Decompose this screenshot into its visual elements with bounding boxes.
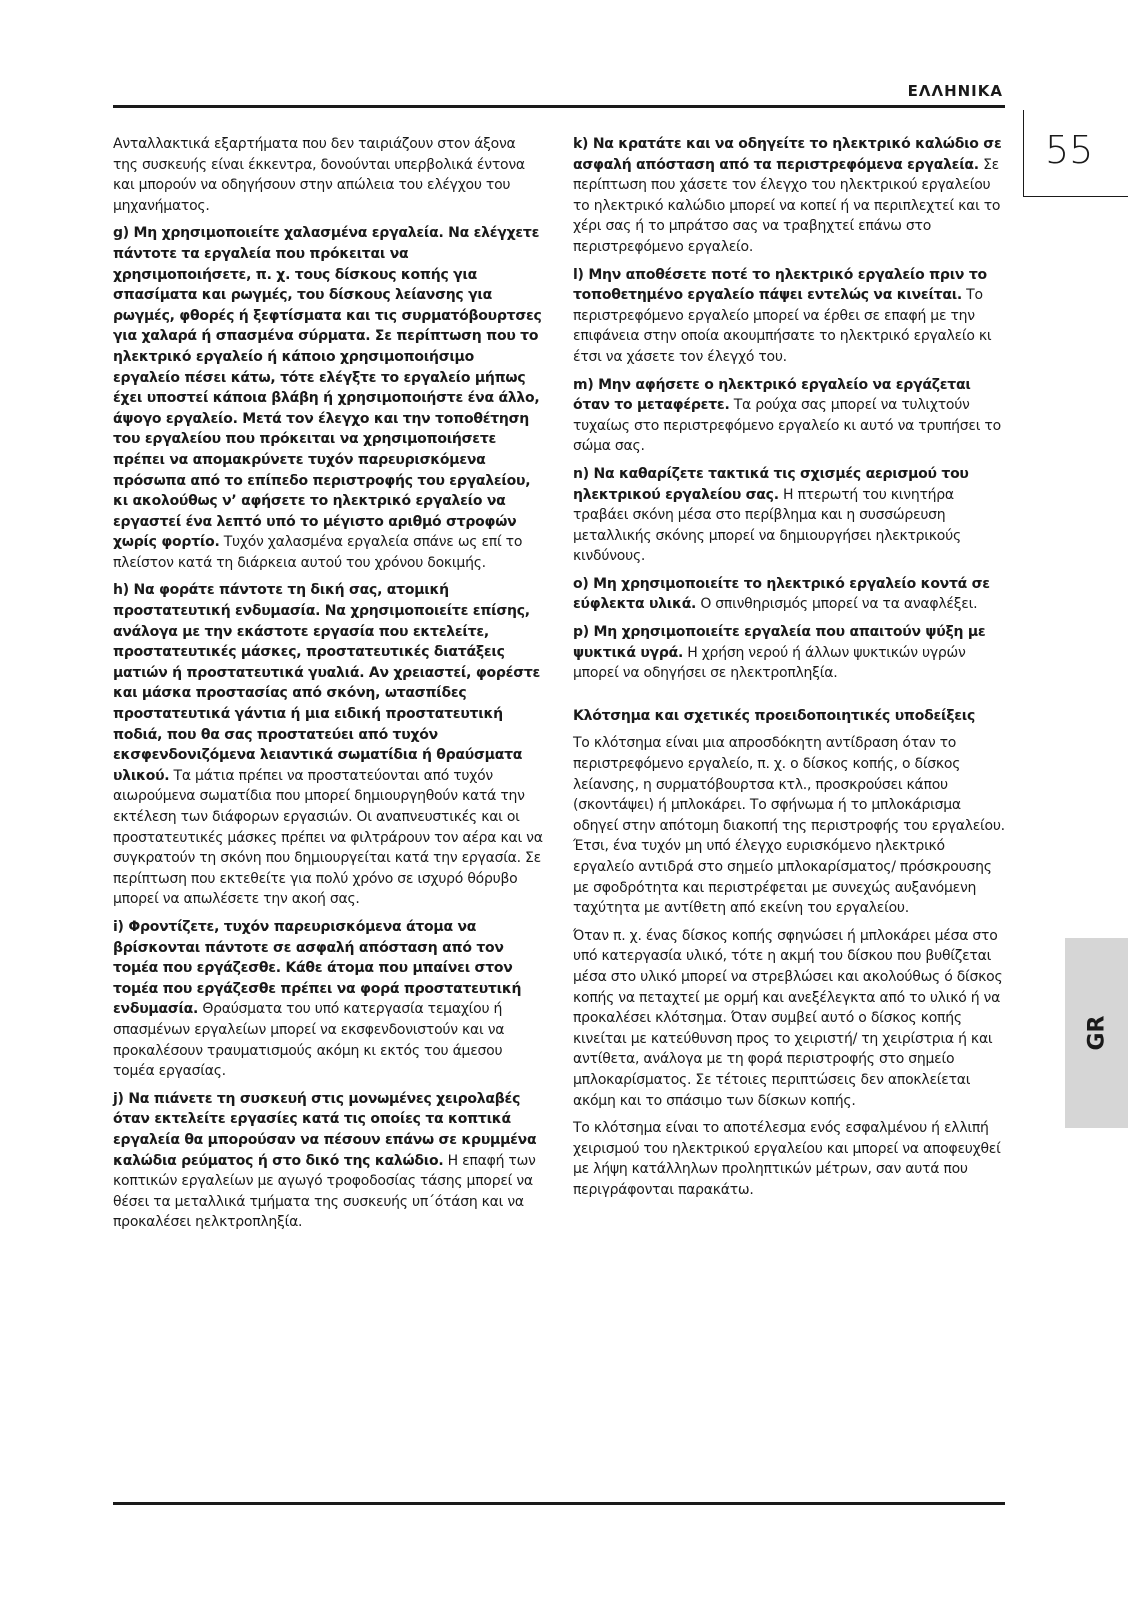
footer-rule xyxy=(113,1502,1005,1505)
item-m-text: Τα ρούχα σας μπορεί να τυλιχτούν τυχαίως στο περιστρεφόμενο εργαλείο κι αυτό να τρυπήσει το σώμα σας. xyxy=(573,397,1001,455)
item-j xyxy=(113,1089,543,1233)
page-number: 55 xyxy=(1045,128,1094,172)
item-g-heading: g) Μη χρησιμοποιείτε χαλασμένα εργαλεία. Να ελέγχετε πάντοτε τα εργαλεία που πρόκειται να χρησιμοποιήσετε, π. χ. τους δίσκους κοπής για σπασίματα και ρωγμές, του δίσκους λείανσης για ρωγμές, φθορές ή ξεφτίσματα και τις συρματόβουρτσες για χαλαρά ή σπασμένα σύρματα. Σε περίπτωση που το ηλεκτρικό εργαλείο ή κάποιο χρησιμοποιήσιμο εργαλείο πέσει κάτω, τότε ελέγξτε το εργαλείο μήπως έχει υποστεί κάποια βλάβη ή χρησιμοποιήστε ένα άλλο, άψογο εργαλείο. Μετά τον έλεγχο και την τοποθέτηση του εργαλείου που πρόκειται να χρησιμοποιήσετε πρέπει να απομακρύνετε τυχόν παρευρισκόμενα πρόσωπα από το επίπεδο περιστροφής του εργαλείου, κι ακολούθως ν’ αφήσετε το ηλεκτρικό εργαλείο να εργαστεί ένα λεπτό υπό το μέγιστο αριθμό στροφών χωρίς φορτίο. xyxy=(113,225,542,551)
item-o-text: Ο σπινθηρισμός μπορεί να τα αναφλέξει. xyxy=(696,596,978,613)
paragraph: Ανταλλακτικά εξαρτήματα που δεν ταιριάζουν στον άξονα της συσκευής είναι έκκεντρα, δονούνται υπερβολικά έντονα και μπορούν να οδηγήσουν στην απώλεια του ελέγχου του μηχανήματος. xyxy=(113,136,525,214)
left-column xyxy=(113,134,543,1240)
item-k-heading: k) Να κρατάτε και να οδηγείτε το ηλεκτρικό καλώδιο σε ασφαλή απόσταση από τα περιστρεφόμενα εργαλεία. xyxy=(573,136,1002,173)
paragraph: Το κλότσημα είναι το αποτέλεσμα ενός εσφαλμένου ή ελλιπή χειρισμού του ηλεκτρικού εργαλείου και μπορεί να αποφευχθεί με λήψη κατάλληλων προληπτικών μέτρων, σαν αυτά που περιγράφονται παρακάτω. xyxy=(573,1120,1001,1198)
item-k xyxy=(573,134,1005,258)
item-i xyxy=(113,917,543,1082)
right-column xyxy=(573,134,1005,1208)
item-o xyxy=(573,574,1005,615)
header-rule xyxy=(113,105,1005,108)
item-n-heading: n) Να καθαρίζετε τακτικά τις σχισμές αερισμού του ηλεκτρικού εργαλείου σας. xyxy=(573,465,969,503)
item-h-text: Τα μάτια πρέπει να προστατεύονται από τυχόν αιωρούμενα σωματίδια που μπορεί δημιουργηθούν κατά την εκτέλεση των διάφορων εργασιών. Οι αναπνευστικές και οι προστατευτικές μάσκες πρέπει να φιλτράρουν τον αέρα και να συγκρατούν τη σκόνη που δημιουργείται κατά την εργασία. Σε περίπτωση που εκτεθείτε για πολύ χρόνο σε ισχυρό θόρυβο μπορεί να απωλέσετε την ακοή σας. xyxy=(113,767,543,908)
item-n-text: Η πτερωτή του κινητήρα τραβάει σκόνη μέσα στο περίβλημα και η συσσώρευση μεταλλικής σκόνης μπορεί να δημιουργήσει ηλεκτρικούς κινδύνους. xyxy=(573,486,961,565)
item-j-text: Η επαφή των κοπτικών εργαλείων με αγωγό τροφοδοσίας τάσης μπορεί να θέσει τα μεταλλικά τμήματα της συσκευής υπ΄ότάση και να προκαλέσει ηελκτροπληξία. xyxy=(113,1152,536,1231)
section-title: Κλότσημα και σχετικές προειδοποιητικές υποδείξεις xyxy=(573,707,976,724)
item-l-text: Το περιστρεφόμενο εργαλείο μπορεί να έρθει σε επαφή με την επιφάνεια στην οποία ακουμπήσατε το ηλεκτρικό εργαλείο κι έτσι να χάσετε τον έλεγχό του. xyxy=(573,287,992,365)
item-p xyxy=(573,622,1005,684)
item-l-heading: l) Μην αποθέσετε ποτέ το ηλεκτρικό εργαλείο πριν το τοποθετημένο εργαλείο πάψει εντελώς να κινείται. xyxy=(573,266,987,304)
item-p-text: Η χρήση νερού ή άλλων ψυκτικών υγρών μπορεί να οδηγήσει σε ηλεκτροπληξία. xyxy=(573,644,966,682)
item-h xyxy=(113,580,543,910)
item-h-heading: h) Να φοράτε πάντοτε τη δική σας, ατομική προστατευτική ενδυμασία. Να χρησιμοποιείτε επίσης, ανάλογα με την εκάστοτε εργασία που εκτελείτε, προστατευτικές μάσκες, προστατευτικές διατάξεις ματιών ή προστατευτικά γυαλιά. Αν χρειαστεί, φορέστε και μάσκα προστασίας από σκόνη, ωτασπίδες προστατευτικά γάντια ή μια ειδική προστατευτική ποδιά, που θα σας προστατεύει από τυχόν εκσφενδονιζόμενα λειαντικά σωματίδια ή θραύσματα υλικού. xyxy=(113,582,541,784)
item-l xyxy=(573,265,1005,368)
item-j-heading: j) Να πιάνετε τη συσκευή στις μονωμένες χειρολαβές όταν εκτελείτε εργασίες κατά τις οποίες τα κοπτικά εργαλεία θα μπορούσαν να πέσουν επάνω σε κρυμμένα καλώδια ρεύματος ή στο δικό της καλώδιο. xyxy=(113,1090,537,1169)
language-label: ΕΛΛΗΝΙΚΑ xyxy=(907,82,1003,100)
item-o-heading: o) Μη χρησιμοποιείτε το ηλεκτρικό εργαλείο κοντά σε εύφλεκτα υλικά. xyxy=(573,575,990,613)
paragraph: Το κλότσημα είναι μια απροσδόκητη αντίδραση όταν το περιστρεφόμενο εργαλείο, π. χ. ο δίσκος κοπής, ο δίσκος λείανσης, η συρματόβουρτσα κτλ., προσκρούσει κάπου (σκοντάψει) ή μπλοκάρει. Το σφήνωμα ή το μπλοκάρισμα οδηγεί στην απότομη διακοπή της περιστροφής του εργαλείου. Έτσι, ένα τυχόν μη υπό έλεγχο ευρισκόμενο ηλεκτρικό εργαλείο αντιδρά στο σημείο μπλοκαρίσματος/ πρόσκρουσης με σφοδρότητα και περιστρέφεται με συνεχώς αυξανόμενη ταχύτητα με αντίθετη από εκείνη του εργαλείου. xyxy=(573,735,1005,917)
item-g-text: Τυχόν χαλασμένα εργαλεία σπάνε ως επί το πλείστον κατά τη διάρκεια αυτού του χρόνου δοκιμής. xyxy=(113,534,523,571)
item-m-heading: m) Μην αφήσετε ο ηλεκτρικό εργαλείο να εργάζεται όταν το μεταφέρετε. xyxy=(573,376,971,414)
paragraph: Όταν π. χ. ένας δίσκος κοπής σφηνώσει ή μπλοκάρει μέσα στο υπό κατεργασία υλικό, τότε η ακμή του δίσκου που βυθίζεται μέσα στο υλικό μπορεί να στρεβλώσει και ακολούθως ό δίσκος κοπής να πεταχτεί με ορμή και ανεξέλεγκτα από το υλικό ή να προκαλέσει κλότσημα. Όταν συμβεί αυτό ο δίσκος κοπής κινείται με κατεύθυνση προς το χειριστή/ τη χειρίστρια ή και αντίθετα, ανάλογα με τη φορά περιστροφής στο σημείο μπλοκαρίσματος. Σε τέτοιες περιπτώσεις δεν αποκλείεται ακόμη και το σπάσιμο των δίσκων κοπής. xyxy=(573,927,1003,1109)
language-side-tab xyxy=(1065,938,1128,1128)
item-n xyxy=(573,464,1005,567)
item-i-text: Θραύσματα του υπό κατεργασία τεμαχίου ή σπασμένων εργαλείων μπορεί να εκσφενδονιστούν και να προκαλέσουν τραυματισμούς ακόμη κι εκτός του άμεσου τομέα εργασίας. xyxy=(113,1001,505,1080)
item-k-text: Σε περίπτωση που χάσετε τον έλεγχο του ηλεκτρικού εργαλείου το ηλεκτρικό καλώδιο μπορεί να κοπεί ή να περιπλεχτεί και το χέρι σας ή το μπράτσο σας να τραβηχτεί επάνω στο περιστρεφόμενο εργαλείο. xyxy=(573,156,1001,255)
item-p-heading: p) Μη χρησιμοποιείτε εργαλεία που απαιτούν ψύξη με ψυκτικά υγρά. xyxy=(573,624,986,661)
item-g xyxy=(113,223,543,573)
item-i-heading: i) Φροντίζετε, τυχόν παρευρισκόμενα άτομα να βρίσκονται πάντοτε σε ασφαλή απόσταση από τον τομέα που εργάζεσθε. Κάθε άτομα που μπαίνει στον τομέα που εργάζεσθε πρέπει να φορά προστατευτική ενδυμασία. xyxy=(113,918,522,1018)
item-m xyxy=(573,375,1005,457)
side-tab-label: GR xyxy=(1084,1015,1109,1051)
